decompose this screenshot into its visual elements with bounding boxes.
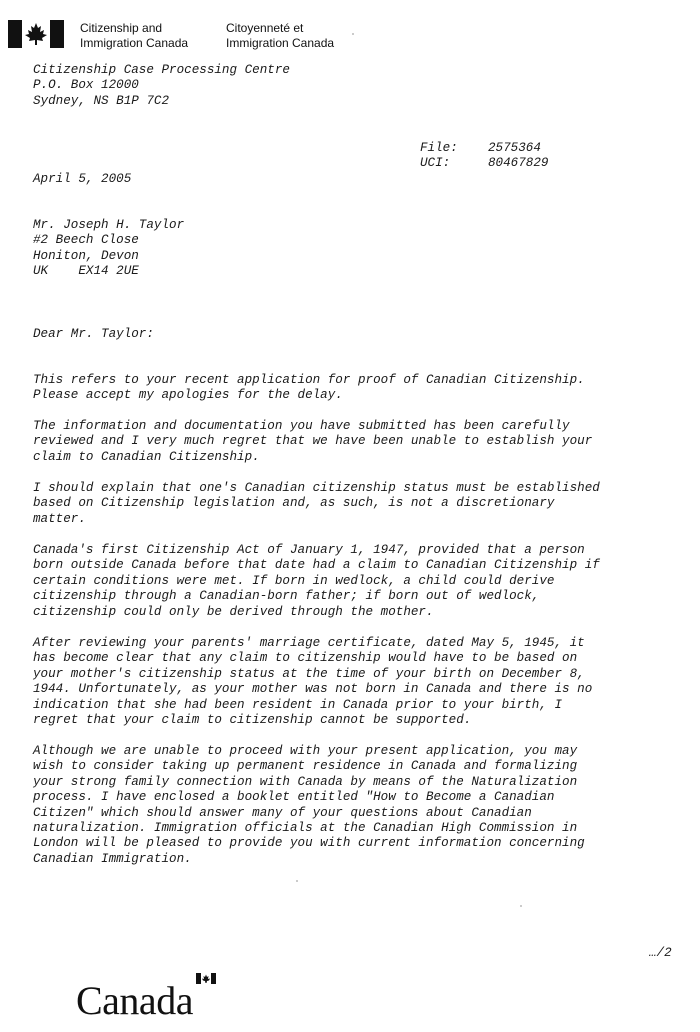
- paragraph-line: your mother's citizenship status at the time of your birth on December 8,: [33, 666, 585, 681]
- dept-fr-line: Citoyenneté et: [226, 21, 304, 35]
- letter-date: April 5, 2005: [33, 172, 132, 186]
- body-paragraph: [33, 373, 693, 404]
- body-paragraph: [33, 543, 693, 620]
- paragraph-line: I should explain that one's Canadian citizenship status must be established: [33, 481, 600, 495]
- paragraph-line: After reviewing your parents' marriage certificate, dated May 5, 1945, it: [33, 636, 585, 650]
- wordmark-text: Canada: [76, 978, 193, 1023]
- file-reference-values: [488, 141, 548, 172]
- scan-speck: [296, 880, 298, 882]
- scan-speck: [352, 33, 354, 35]
- paragraph-line: naturalization. Immigration officials at the Canadian High Commission in: [33, 821, 578, 836]
- paragraph-line: Citizen" which should answer many of your questions about Canadian: [33, 805, 532, 820]
- department-name-english: [80, 21, 188, 51]
- paragraph-line: This refers to your recent application for proof of Canadian Citizenship.: [33, 373, 585, 387]
- body-paragraph: [33, 636, 693, 728]
- paragraph-line: indication that she had been resident in Canada prior to your birth, I: [33, 697, 563, 712]
- salutation: Dear Mr. Taylor:: [33, 327, 154, 341]
- paragraph-line: 1944. Unfortunately, as your mother was not born in Canada and there is no: [33, 682, 593, 697]
- file-reference-labels: [420, 141, 458, 172]
- file-label: File:: [420, 141, 458, 155]
- paragraph-line: has become clear that any claim to citizenship would have to be based on: [33, 651, 578, 666]
- paragraph-line: claim to Canadian Citizenship.: [33, 449, 260, 464]
- paragraph-line: wish to consider taking up permanent residence in Canada and formalizing: [33, 759, 578, 774]
- paragraph-line: Canadian Immigration.: [33, 851, 192, 866]
- address-line: UK EX14 2UE: [33, 264, 139, 279]
- paragraph-line: process. I have enclosed a booklet entitled "How to Become a Canadian: [33, 790, 555, 805]
- paragraph-line: based on Citizenship legislation and, as such, is not a discretionary: [33, 496, 555, 511]
- address-line: Mr. Joseph H. Taylor: [33, 218, 185, 232]
- dept-en-line: Immigration Canada: [80, 36, 189, 50]
- address-line: P.O. Box 12000: [33, 78, 139, 93]
- paragraph-line: London will be pleased to provide you with current information concerning: [33, 836, 585, 851]
- paragraph-line: matter.: [33, 511, 86, 526]
- canada-flag-icon: [196, 973, 216, 984]
- sender-address: [33, 63, 290, 109]
- paragraph-line: Canada's first Citizenship Act of January 1, 1947, provided that a person: [33, 543, 585, 557]
- paragraph-line: The information and documentation you have submitted has been carefully: [33, 419, 570, 433]
- address-line: Citizenship Case Processing Centre: [33, 63, 290, 77]
- address-line: Sydney, NS B1P 7C2: [33, 93, 170, 108]
- paragraph-line: your strong family connection with Canada by means of the Naturalization: [33, 774, 578, 789]
- paragraph-line: certain conditions were met. If born in wedlock, a child could derive: [33, 573, 555, 588]
- department-name-french: [226, 21, 334, 51]
- address-line: #2 Beech Close: [33, 233, 139, 248]
- uci-label: UCI:: [420, 156, 451, 171]
- uci-number: 80467829: [488, 156, 549, 171]
- dept-fr-line: Immigration Canada: [226, 36, 335, 50]
- paragraph-line: reviewed and I very much regret that we have been unable to establish your: [33, 434, 593, 449]
- paragraph-line: citizenship through a Canadian-born father; if born out of wedlock,: [33, 589, 540, 604]
- address-line: Honiton, Devon: [33, 248, 139, 263]
- paragraph-line: Please accept my apologies for the delay.: [33, 388, 343, 403]
- paragraph-line: born outside Canada before that date had a claim to Canadian Citizenship if: [33, 558, 600, 573]
- paragraph-line: Although we are unable to proceed with your present application, you may: [33, 744, 578, 758]
- paragraph-line: citizenship could only be derived through the mother.: [33, 604, 434, 619]
- dept-en-line: Citizenship and: [80, 21, 163, 35]
- canada-wordmark: [76, 972, 226, 1022]
- recipient-address: [33, 218, 184, 280]
- file-number: 2575364: [488, 141, 541, 155]
- body-paragraph: [33, 419, 693, 465]
- body-paragraph: [33, 744, 693, 867]
- body-paragraph: [33, 481, 693, 527]
- page-continuation: …/2: [649, 946, 672, 960]
- paragraph-line: regret that your claim to citizenship cannot be supported.: [33, 713, 472, 728]
- canada-flag-icon: [8, 20, 64, 48]
- scan-speck: [520, 905, 522, 907]
